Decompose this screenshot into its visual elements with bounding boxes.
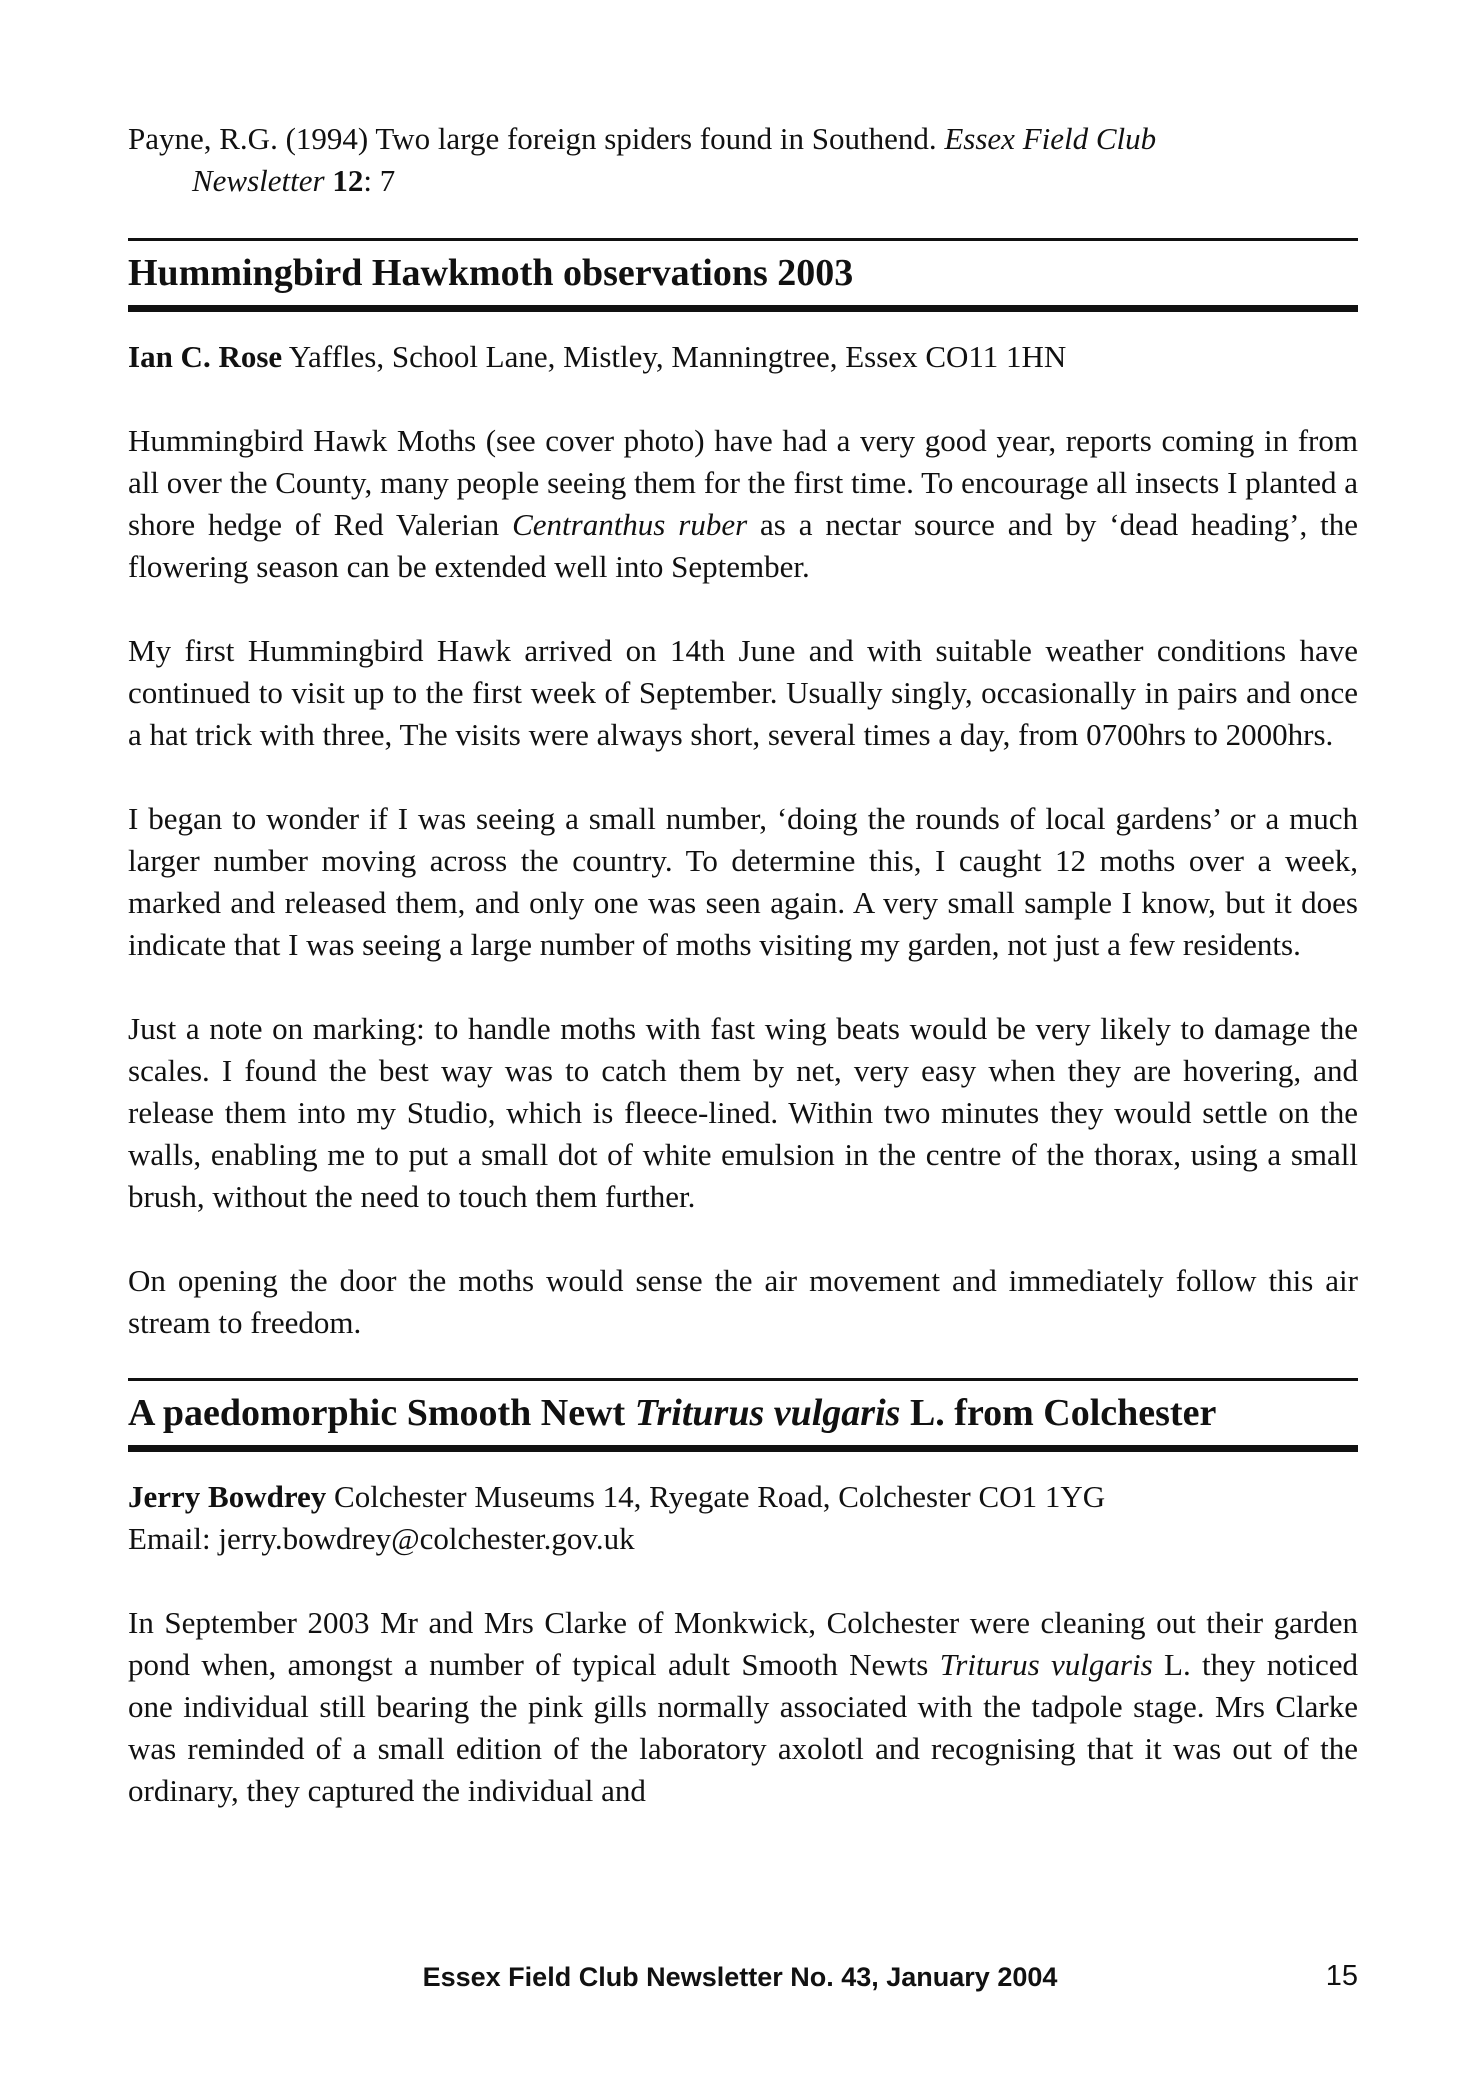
reference-entry [128,118,1358,202]
article1-paragraph-5: On opening the door the moths would sense the air movement and immediately follow this air stream to freedom. [128,1263,1358,1340]
article1-author-line [128,336,1358,378]
page-content [128,118,1358,1812]
article1-paragraph-3: I began to wonder if I was seeing a small number, ‘doing the rounds of local gardens’ or a much larger number moving across the country. To determine this, I caught 12 moths over a week, marked and released them, and only one was seen again. A very small sample I know, but it does indicate that I was seeing a large number of moths visiting my garden, not just a few residents. [128,801,1358,962]
article2-author-address: Colchester Museums 14, Ryegate Road, Colchester CO1 1YG [326,1479,1106,1514]
article2-email: Email: jerry.bowdrey@colchester.gov.uk [128,1521,635,1556]
page-number: 15 [1325,1960,1358,1992]
reference-journal: Essex Field Club [944,121,1157,156]
article1-paragraph-1: Hummingbird Hawk Moths (see cover photo) have had a very good year, reports coming in from all over the County, many people seeing them for the first time. To encourage all insects I planted a shore hedge of Red Valerian Centranthus ruber as a nectar source and by ‘dead heading’, the flowering season can be extended well into September. [128,423,1358,584]
article1-title: Hummingbird Hawkmoth observations 2003 [128,238,1358,312]
article1-author-address: Yaffles, School Lane, Mistley, Manningtree, Essex CO11 1HN [282,339,1067,374]
species-name: Triturus vulgaris [939,1647,1153,1682]
reference-volume: 12 [332,163,364,198]
article1-paragraph-2: My first Hummingbird Hawk arrived on 14th June and with suitable weather conditions have continued to visit up to the first week of September. Usually singly, occasionally in pairs and once a hat trick with three, The visits were always short, several times a day, from 0700hrs to 2000hrs. [128,633,1358,752]
reference-journal-cont: Newsletter [192,163,325,198]
article2-title: A paedomorphic Smooth Newt Triturus vulgaris L. from Colchester [128,1378,1358,1452]
reference-pages: : 7 [363,163,396,198]
article2-author-name: Jerry Bowdrey [128,1479,327,1514]
article1-author-name: Ian C. Rose [128,339,283,374]
footer-title: Essex Field Club Newsletter No. 43, January 2004 [422,1962,1058,1992]
article2-paragraph-1: In September 2003 Mr and Mrs Clarke of Monkwick, Colchester were cleaning out their garden pond when, amongst a number of typical adult Smooth Newts Triturus vulgaris L. they noticed one individual still bearing the pink gills normally associated with the tadpole stage. Mrs Clarke was reminded of a small edition of the laboratory axolotl and recognising that it was out of the ordinary, they captured the individual and [128,1605,1359,1808]
article1-paragraph-4: Just a note on marking: to handle moths with fast wing beats would be very likely to damage the scales. I found the best way was to catch them by net, very easy when they are hovering, and release them into my Studio, which is fleece-lined. Within two minutes they would settle on the walls, enabling me to put a small dot of white emulsion in the centre of the thorax, using a small brush, without the need to touch them further. [128,1011,1358,1214]
species-name: Triturus vulgaris [634,1392,901,1434]
reference-text: Payne, R.G. (1994) Two large foreign spiders found in Southend. [128,121,945,156]
article2-author-line [128,1476,1358,1518]
species-name: Centranthus ruber [512,507,748,542]
